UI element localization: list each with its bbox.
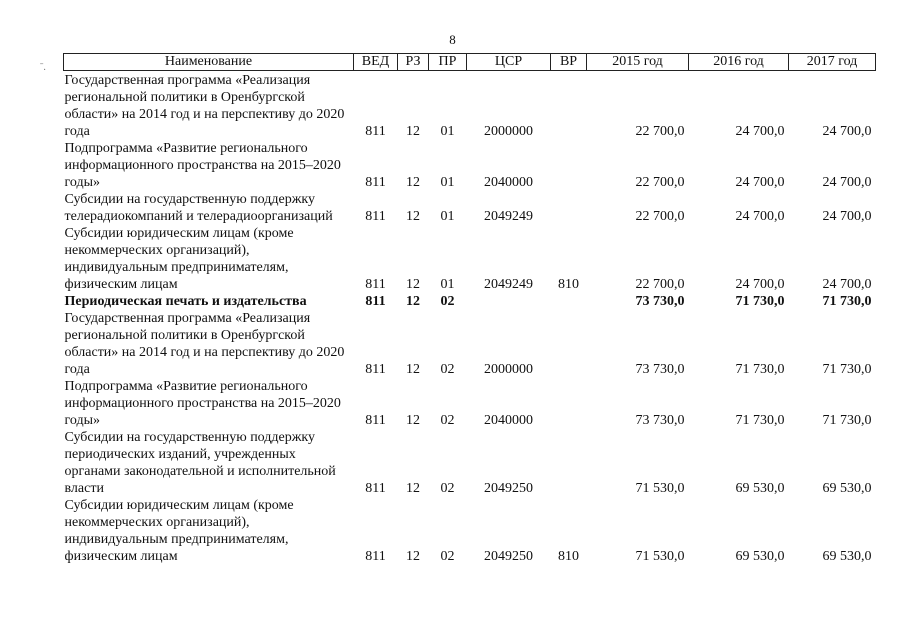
cell-2015: 22 700,0 xyxy=(635,175,685,190)
cell-csr: 2000000 xyxy=(484,124,533,139)
cell-2015: 22 700,0 xyxy=(635,124,685,139)
table-row xyxy=(64,497,876,565)
cell-name: Субсидии юридическим лицам (кроме некоммерческих организаций), индивидуальным предпринимателям, физическим лицам xyxy=(64,498,294,564)
cell-vr xyxy=(551,191,587,225)
cell-name: Подпрограмма «Развитие регионального информационного пространства на 2015–2020 годы» xyxy=(64,379,341,428)
table-header-row xyxy=(64,54,876,71)
table-row xyxy=(64,191,876,225)
cell-2016: 24 700,0 xyxy=(735,277,785,292)
cell-2016: 71 730,0 xyxy=(735,362,785,377)
cell-rz: 12 xyxy=(406,413,420,428)
cell-vr xyxy=(551,293,587,310)
cell-2016: 71 730,0 xyxy=(735,294,785,309)
cell-rz: 12 xyxy=(406,362,420,377)
cell-pr: 01 xyxy=(440,277,455,292)
cell-2017: 69 530,0 xyxy=(822,481,872,496)
cell-pr: 02 xyxy=(440,362,455,377)
cell-2017: 71 730,0 xyxy=(822,362,872,377)
cell-2015: 73 730,0 xyxy=(635,413,685,428)
cell-name: Субсидии юридическим лицам (кроме некоммерческих организаций), индивидуальным предпринимателям, физическим лицам xyxy=(64,226,294,292)
cell-csr xyxy=(467,293,551,310)
cell-name: Подпрограмма «Развитие регионального информационного пространства на 2015–2020 годы» xyxy=(64,141,341,190)
page-number: 8 xyxy=(449,32,456,47)
cell-ved: 811 xyxy=(365,481,386,496)
cell-vr: 810 xyxy=(558,277,579,292)
cell-csr: 2049249 xyxy=(484,277,533,292)
cell-rz: 12 xyxy=(406,549,420,564)
cell-2017: 69 530,0 xyxy=(822,549,872,564)
cell-2016: 69 530,0 xyxy=(735,549,785,564)
cell-ved: 811 xyxy=(365,209,386,224)
cell-csr: 2040000 xyxy=(484,175,533,190)
cell-name: Субсидии на государственную поддержку периодических изданий, учрежденных органами законодательной и исполнительной власти xyxy=(64,430,336,496)
cell-2016: 71 730,0 xyxy=(735,413,785,428)
col-header-name: Наименование xyxy=(64,54,354,71)
cell-rz: 12 xyxy=(406,175,420,190)
cell-vr xyxy=(551,429,587,497)
cell-pr: 01 xyxy=(440,124,455,139)
cell-rz: 12 xyxy=(406,124,420,139)
table-row xyxy=(64,310,876,378)
cell-pr: 01 xyxy=(440,209,455,224)
cell-2015: 71 530,0 xyxy=(635,549,685,564)
cell-csr: 2049249 xyxy=(484,209,533,224)
cell-pr: 02 xyxy=(440,549,455,564)
col-header-2016: 2016 год xyxy=(689,54,789,71)
cell-csr: 2040000 xyxy=(484,413,533,428)
cell-2015: 22 700,0 xyxy=(635,209,685,224)
col-header-2017: 2017 год xyxy=(789,54,876,71)
cell-ved: 811 xyxy=(365,549,386,564)
cell-ved: 811 xyxy=(365,413,386,428)
cell-ved: 811 xyxy=(365,362,386,377)
cell-vr xyxy=(551,71,587,141)
cell-name: Субсидии на государственную поддержку телерадиокомпаний и телерадиоорганизаций xyxy=(64,192,333,224)
cell-vr xyxy=(551,378,587,429)
cell-2017: 24 700,0 xyxy=(822,277,872,292)
cell-2016: 24 700,0 xyxy=(735,209,785,224)
cell-pr: 02 xyxy=(440,413,455,428)
cell-name: Периодическая печать и издательства xyxy=(64,294,307,309)
cell-2016: 24 700,0 xyxy=(735,124,785,139)
cell-rz: 12 xyxy=(406,294,420,309)
cell-2016: 69 530,0 xyxy=(735,481,785,496)
cell-2017: 71 730,0 xyxy=(822,294,872,309)
table-row xyxy=(64,71,876,141)
cell-rz: 12 xyxy=(406,481,420,496)
cell-2017: 24 700,0 xyxy=(822,175,872,190)
table-row xyxy=(64,225,876,293)
cell-csr: 2049250 xyxy=(484,549,533,564)
table-body xyxy=(64,71,876,566)
col-header-2015: 2015 год xyxy=(587,54,689,71)
col-header-ved: ВЕД xyxy=(354,54,398,71)
cell-vr: 810 xyxy=(558,549,579,564)
cell-name: Государственная программа «Реализация региональной политики в Оренбургской области» на 2014 год и на перспективу до 2020 года xyxy=(64,73,345,139)
cell-vr xyxy=(551,140,587,191)
cell-ved: 811 xyxy=(365,124,386,139)
cell-2017: 24 700,0 xyxy=(822,124,872,139)
cell-2015: 22 700,0 xyxy=(635,277,685,292)
table-row xyxy=(64,293,876,310)
cell-2015: 71 530,0 xyxy=(635,481,685,496)
budget-table xyxy=(63,53,876,565)
cell-name: Государственная программа «Реализация региональной политики в Оренбургской области» на 2014 год и на перспективу до 2020 года xyxy=(64,311,345,377)
table-row xyxy=(64,140,876,191)
cell-2017: 24 700,0 xyxy=(822,209,872,224)
table-row xyxy=(64,429,876,497)
cell-ved: 811 xyxy=(365,294,386,309)
cell-rz: 12 xyxy=(406,277,420,292)
cell-pr: 02 xyxy=(440,294,455,309)
cell-rz: 12 xyxy=(406,209,420,224)
table-row xyxy=(64,378,876,429)
cell-pr: 01 xyxy=(440,175,455,190)
cell-2017: 71 730,0 xyxy=(822,413,872,428)
col-header-csr: ЦСР xyxy=(467,54,551,71)
cell-csr: 2049250 xyxy=(484,481,533,496)
col-header-rz: РЗ xyxy=(398,54,429,71)
cell-2015: 73 730,0 xyxy=(635,294,685,309)
cell-2016: 24 700,0 xyxy=(735,175,785,190)
cell-pr: 02 xyxy=(440,481,455,496)
col-header-pr: ПР xyxy=(429,54,467,71)
col-header-vr: ВР xyxy=(551,54,587,71)
cell-2015: 73 730,0 xyxy=(635,362,685,377)
scan-mark: ˉ. xyxy=(40,62,46,73)
cell-ved: 811 xyxy=(365,277,386,292)
cell-csr: 2000000 xyxy=(484,362,533,377)
cell-vr xyxy=(551,310,587,378)
cell-ved: 811 xyxy=(365,175,386,190)
